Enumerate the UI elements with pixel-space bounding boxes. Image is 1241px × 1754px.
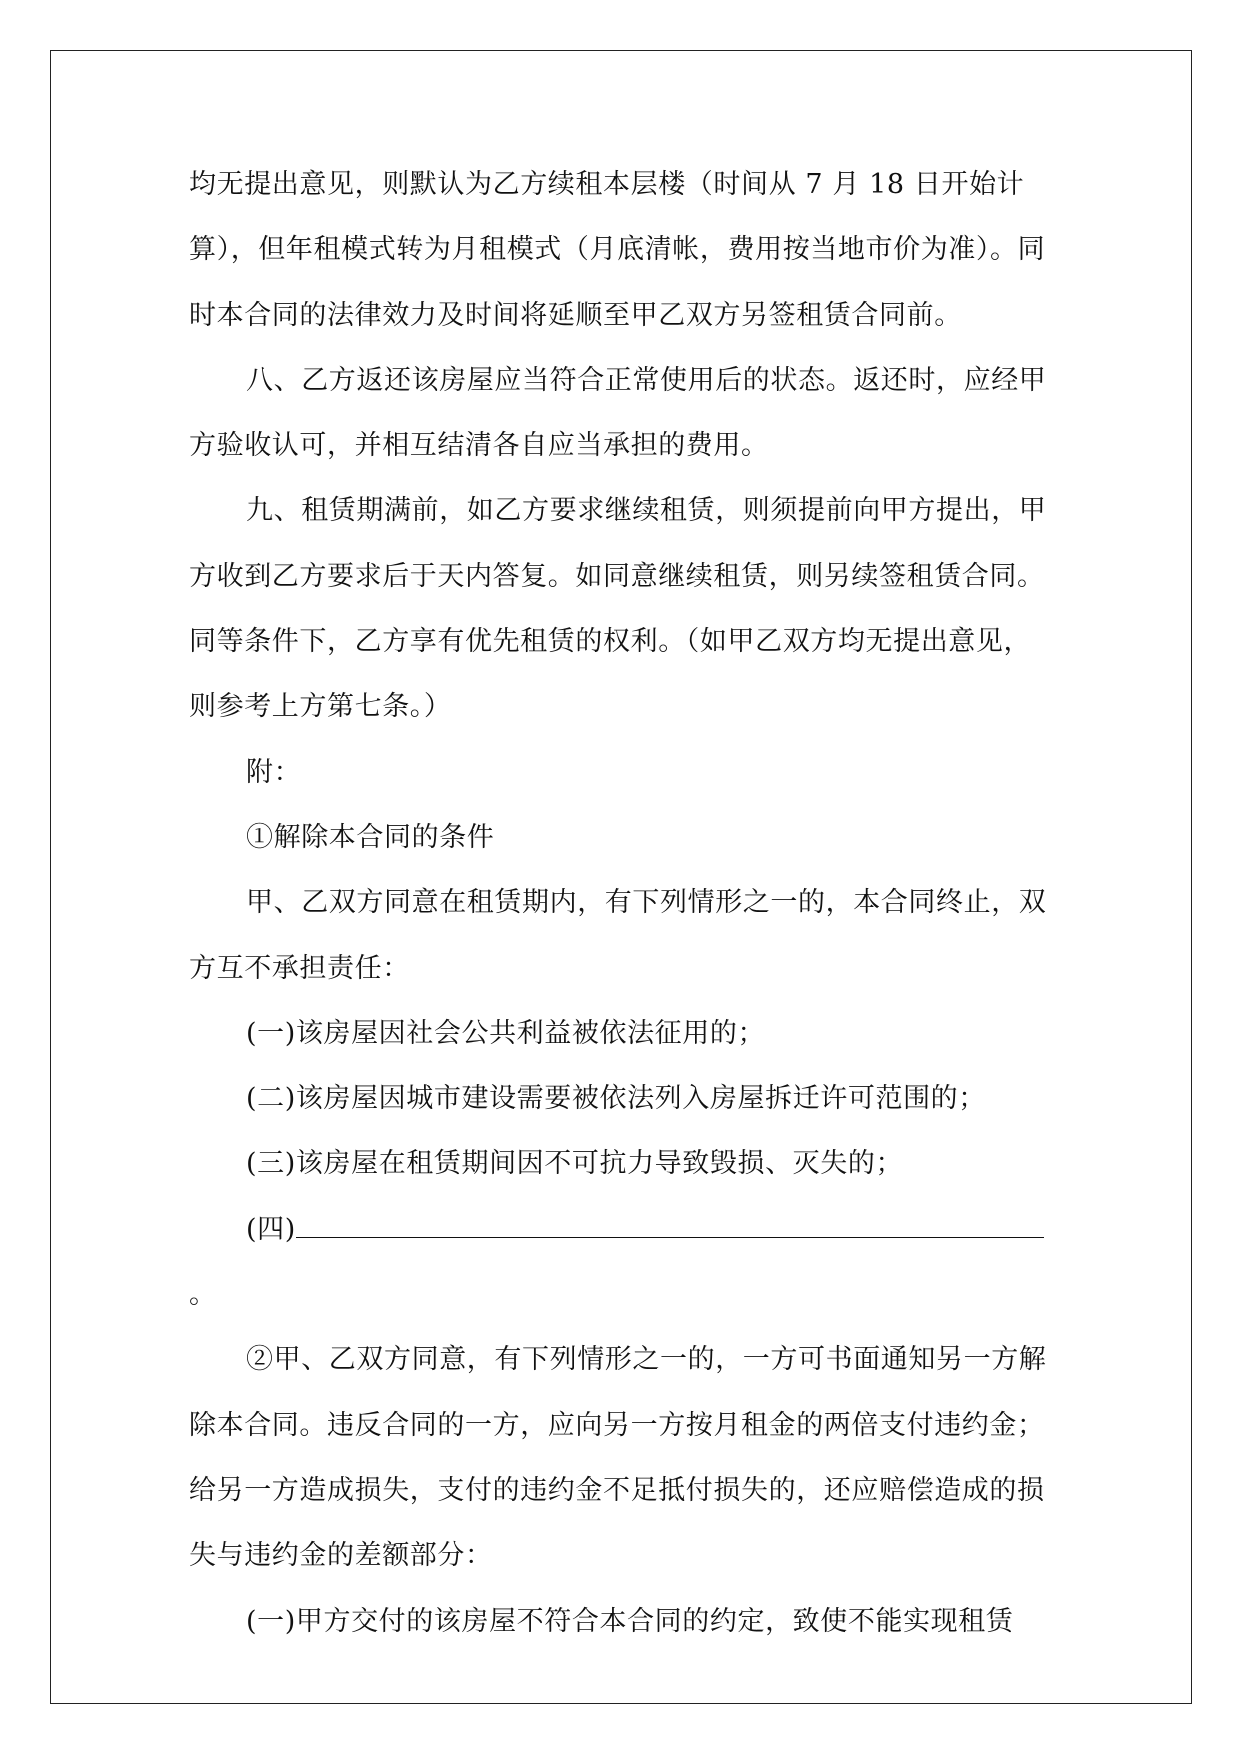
paragraph-breach-termination: ②甲、乙双方同意，有下列情形之一的，一方可书面通知另一方解除本合同。违反合同的一方，应向另一方按月租金的两倍支付违约金；给另一方造成损失，支付的违约金不足抵付损失的，还应赔偿造成的损失与违约金的差额部分： — [189, 1344, 1047, 1572]
list-item-termination-2: (二)该房屋因城市建设需要被依法列入房屋拆迁许可范围的； — [246, 1083, 986, 1115]
paragraph-clause-9: 九、租赁期满前，如乙方要求继续租赁，则须提前向甲方提出，甲方收到乙方要求后于天内答复。如同意继续租赁，则另续签租赁合同。同等条件下，乙方享有优先租赁的权利。（如甲乙双方均无提出意见，则参考上方第七条。） — [189, 495, 1047, 723]
paragraph-termination-conditions-heading: ①解除本合同的条件 — [246, 821, 495, 853]
paragraph-renewal-default: 均无提出意见，则默认为乙方续租本层楼（时间从 7 月 18 日开始计算），但年租模式转为月租模式（月底清帐，费用按当地市价为准）。同时本合同的法律效力及时间将延顺至甲乙双方另签租赁合同前。 — [189, 169, 1046, 331]
list-item-termination-4 — [189, 1197, 1054, 1328]
list-item-termination-3: (三)该房屋在租赁期间因不可抗力导致毁损、灭失的； — [246, 1148, 904, 1180]
list-item-termination-4-suffix: 。 — [189, 1279, 217, 1311]
document-body — [189, 152, 1054, 1654]
list-item-termination-4-prefix: (四) — [246, 1213, 296, 1245]
paragraph-clause-8: 八、乙方返还该房屋应当符合正常使用后的状态。返还时，应经甲方验收认可，并相互结清各自应当承担的费用。 — [189, 364, 1047, 462]
list-item-termination-1: (一)该房屋因社会公共利益被依法征用的； — [246, 1017, 766, 1049]
list-item-breach-1: (一)甲方交付的该房屋不符合本合同的约定，致使不能实现租赁 — [246, 1605, 1014, 1637]
paragraph-termination-intro: 甲、乙双方同意在租赁期内，有下列情形之一的，本合同终止，双方互不承担责任： — [189, 887, 1047, 984]
paragraph-appendix-heading: 附： — [246, 756, 302, 788]
fill-in-blank-line — [296, 1213, 1044, 1238]
